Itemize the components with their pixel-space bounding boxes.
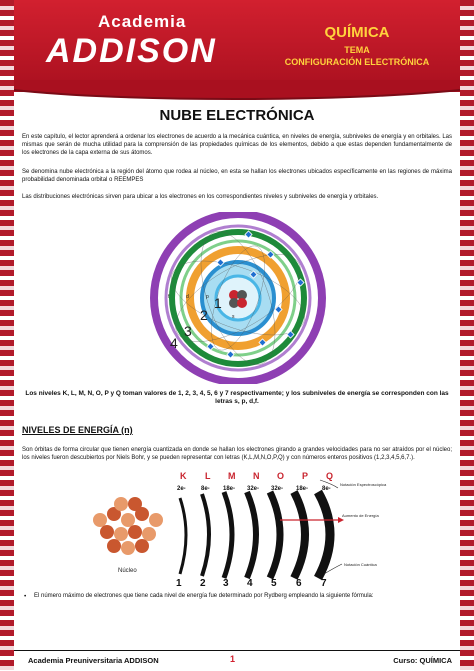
proton-mark — [237, 298, 247, 308]
level-arc — [247, 492, 256, 578]
levels-caption: Los niveles K, L, M, N, O, P y Q toman valores de 1, 2, 3, 4, 5, 6 y 7 respectivamente; y los subniveles de energía se corresponden con las letras s, p, d,f. — [25, 390, 449, 405]
sublevel-label: f — [168, 294, 170, 300]
footer-academy: Academia Preuniversitaria ADDISON — [28, 656, 159, 665]
bullet-icon: • — [24, 593, 27, 600]
tema-value: CONFIGURACIÓN ELECTRÓNICA — [284, 57, 430, 67]
level-electrons: 8e- — [201, 486, 210, 492]
paragraph-distribution: Las distribuciones electrónicas sirven para ubicar a los electrones en los correspondientes niveles y subniveles de energía y orbitales. — [22, 194, 379, 200]
level-letter: K — [180, 471, 187, 481]
subject-title: QUÍMICA — [324, 24, 390, 41]
header-wave — [14, 80, 460, 102]
nucleus-label: Núcleo — [118, 568, 137, 574]
paragraph-rydberg: El número máximo de electrones que tiene cada nivel de energía fue determinado por Rydberg empleando la siguiente fórmula: — [34, 593, 374, 599]
shell-number: 4 — [170, 335, 178, 351]
level-letter: O — [277, 471, 285, 481]
level-electrons: 18e- — [296, 486, 309, 492]
level-arc — [180, 498, 186, 574]
shell-number: 3 — [184, 323, 192, 339]
level-electrons: 8e- — [322, 486, 331, 492]
footer-course: Curso: QUÍMICA — [393, 656, 452, 665]
note-quantum: Notación Cuántica — [344, 562, 377, 567]
left-border-decoration — [0, 0, 14, 670]
tema-block — [262, 44, 452, 68]
level-electrons: 32e- — [247, 486, 260, 492]
shell-number: 2 — [200, 307, 208, 323]
level-electrons: 2e- — [177, 486, 186, 492]
section-title: NIVELES DE ENERGÍA (n) — [22, 425, 133, 435]
page-footer — [14, 650, 460, 671]
level-number: 3 — [223, 578, 229, 588]
paragraph-levels: Son órbitas de forma circular que tienen energía cuantizada en donde se hallan los electrones girando a grandes velocidades para no ser atraídos por el núcleo; los niveles fueron descubiertos por Niels Bohr, y se pueden representar con letras (K,L,M,N,O,P,Q) y con números enteros positivos (1,2,3,4,5,6,7.). — [22, 447, 452, 461]
sublevel-label: s — [232, 314, 235, 320]
level-electrons: 32e- — [271, 486, 284, 492]
nucleus-cluster — [93, 497, 163, 555]
level-letter: Q — [326, 471, 334, 481]
sublevel-label: d — [186, 294, 189, 300]
paragraph-intro: En este capítulo, el lector aprenderá a ordenar los electrones de acuerdo a la mecánica cuántica, en niveles de energía, subniveles de energía y en orbitales. Las mismas que serán de mucha utilidad para la comprensión de las propiedades químicas de los elementos, debido a que estas dependen fundamentalmente de los electrones de la capa externa de sus átomos. — [22, 134, 452, 156]
level-number: 4 — [247, 578, 253, 588]
right-border-decoration — [460, 0, 474, 670]
level-letter: L — [205, 471, 211, 481]
level-letter: M — [228, 471, 236, 481]
brand-academia: Academia — [98, 12, 187, 31]
energy-levels-diagram — [80, 470, 400, 588]
brand-logo-text: ADDISON — [46, 32, 217, 70]
note-spectroscopic: Notación Espectroscópica — [340, 482, 387, 487]
tema-label: TEMA — [344, 45, 370, 55]
level-arc — [294, 492, 305, 578]
level-number: 5 — [271, 578, 277, 588]
level-number: 1 — [176, 578, 182, 588]
level-arc — [270, 492, 280, 578]
level-number: 2 — [200, 578, 206, 588]
level-letter: N — [253, 471, 260, 481]
level-arc — [318, 492, 330, 578]
level-number: 7 — [321, 578, 327, 588]
atom-diagram — [148, 212, 328, 384]
shell-number: 1 — [214, 295, 222, 311]
level-arc — [202, 494, 209, 576]
note-energy: Aumento de Energía — [342, 513, 379, 518]
electron-mark — [227, 351, 234, 358]
level-letter: P — [302, 471, 309, 481]
sublevel-label: p — [206, 294, 209, 300]
page-number: 1 — [230, 654, 236, 664]
level-electrons: 18e- — [223, 486, 236, 492]
paragraph-definition: Se denomina nube electrónica a la región del átomo que rodea al núcleo, en esta se hallan los electrones ubicados específicamente en las regiones de máxima probabilidad denominada orbital o REEMPES — [22, 169, 452, 183]
level-arc — [224, 492, 232, 578]
page-title: NUBE ELECTRÓNICA — [159, 107, 315, 124]
level-number: 6 — [296, 578, 302, 588]
